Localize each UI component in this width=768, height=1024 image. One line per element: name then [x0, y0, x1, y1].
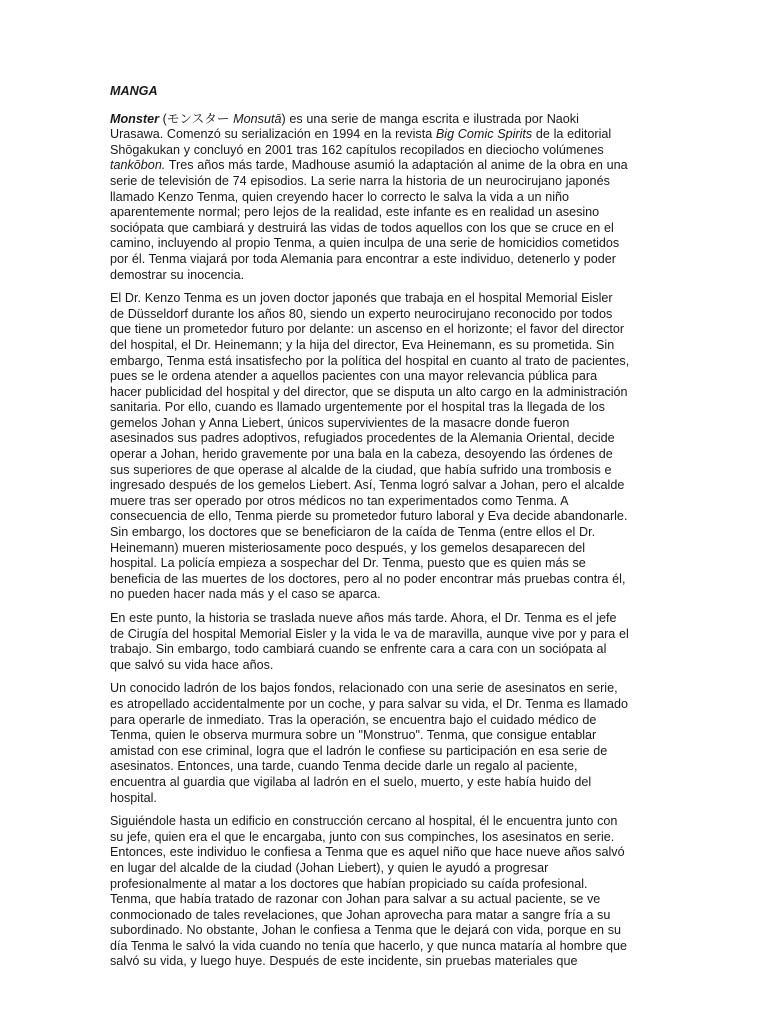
intro-text-a: (モンスター	[158, 111, 234, 126]
intro-text-b: ) es una serie de manga escrita e ilustrada por Naoki Urasawa. Comenzó su serialización en 1994 en la revista	[110, 111, 579, 142]
paragraph-plot-4: Siguiéndole hasta un edificio en construcción cercano al hospital, él le encuentra junto con su jefe, quien era el que le encargaba, junto con sus compinches, los asesinatos en serie. Entonces, este individuo le confiesa a Tenma que es aquel niño que hace nueve años salvó en lugar del alcalde de la ciudad (Johan Liebert), y quien le ayudó a progresar profesionalmente al matar a los doctores que habían propiciado su caída profesional. Tenma, que había tratado de razonar con Johan para salvar a su actual paciente, se ve conmocionado de tales revelaciones, que Johan aprovecha para matar a sangre fría a su subordinado. No obstante, Johan le confiesa a Tenma que le dejará con vida, porque en su día Tenma le salvó la vida cuando no tenía que hacerlo, y que nunca mataría al hombre que salvó su vida, y luego huye. Después de este incidente, sin pruebas materiales que	[110, 814, 628, 969]
intro-text-c: de la editorial Shōgakukan y concluyó en 2001 tras 162 capítulos recopilados en dieciocho volúmenes	[110, 127, 612, 157]
intro-text-d: Tres años más tarde, Madhouse asumió la adaptación al anime de la obra en una serie de televisión de 74 episodios. La serie narra la historia de un neurocirujano japonés llamado Kenzo Tenma, quien creyendo hacer lo correcto le salva la vida a un niño aparentemente normal; pero lejos de la realidad, este infante es en realidad un asesino sociópata que cambiará y destruirá las vidas de todos aquellos con los que se cruce en el camino, incluyendo al propio Tenma, a quien inculpa de una serie de homicidios cometidos por él. Tenma viajará por toda Alemania para encontrar a este individuo, detenerlo y poder demostrar su inocencia.	[110, 158, 628, 282]
manga-title: Monster	[110, 111, 159, 126]
document-page	[110, 84, 630, 978]
paragraph-intro	[110, 112, 630, 284]
section-heading: MANGA	[110, 84, 158, 98]
volume-format: tankōbon.	[110, 158, 166, 173]
paragraph-plot-3: Un conocido ladrón de los bajos fondos, relacionado con una serie de asesinatos en serie, es atropellado accidentalmente por un coche, y para salvar su vida, el Dr. Tenma es llamado para operarle de inmediato. Tras la operación, se encuentra bajo el cuidado médico de Tenma, quien le observa murmura sobre un "Monstruo". Tenma, que consigue entablar amistad con ese criminal, logra que el ladrón le confiese su participación en esa serie de asesinatos. Entonces, una tarde, cuando Tenma decide darle un regalo al paciente, encuentra al guardia que vigilaba al ladrón en el suelo, muerto, y este había huido del hospital.	[110, 681, 628, 805]
paragraph-plot-2: En este punto, la historia se traslada nueve años más tarde. Ahora, el Dr. Tenma es el jefe de Cirugía del hospital Memorial Eisler y la vida le va de maravilla, aunque vive por y para el trabajo. Sin embargo, todo cambiará cuando se enfrente cara a cara con un sociópata al que salvó su vida hace años.	[110, 611, 629, 672]
paragraph-plot-1: El Dr. Kenzo Tenma es un joven doctor japonés que trabaja en el hospital Memorial Eisler de Düsseldorf durante los años 80, siendo un experto neurocirujano reconocido por todos que tiene un prometedor futuro por delante: un ascenso en el horizonte; el favor del director del hospital, el Dr. Heinemann; y la hija del director, Eva Heinemann, es su prometida. Sin embargo, Tenma está insatisfecho por la política del hospital en cuanto al trato de pacientes, pues se le ordena atender a aquellos pacientes con una mayor relevancia pública para hacer publicidad del hospital y del director, que se disputa un alto cargo en la administración sanitaria. Por ello, cuando es llamado urgentemente por el hospital tras la llegada de los gemelos Johan y Anna Liebert, únicos supervivientes de la masacre donde fueron asesinados sus padres adoptivos, refugiados procedentes de la Alemania Oriental, decide operar a Johan, herido gravemente por una bala en la cabeza, desoyendo las órdenes de sus superiores de que operase al alcalde de la ciudad, que había sufrido una trombosis e ingresado después de los gemelos Liebert. Así, Tenma logró salvar a Johan, pero el alcalde muere tras ser operado por otros médicos no tan experimentados como Tenma. A consecuencia de ello, Tenma pierde su prometedor futuro laboral y Eva decide abandonarle. Sin embargo, los doctores que se beneficiaron de la caída de Tenma (entre ellos el Dr. Heinemann) mueren misteriosamente poco después, y los gemelos desaparecen del hospital. La policía empieza a sospechar del Dr. Tenma, puesto que es quien más se beneficia de las muertes de los doctores, pero al no poder encontrar más pruebas contra él, no pueden hacer nada más y el caso se aparca.	[110, 291, 630, 602]
romaji-title: Monsutā	[233, 111, 282, 126]
magazine-name: Big Comic Spirits	[435, 127, 533, 142]
